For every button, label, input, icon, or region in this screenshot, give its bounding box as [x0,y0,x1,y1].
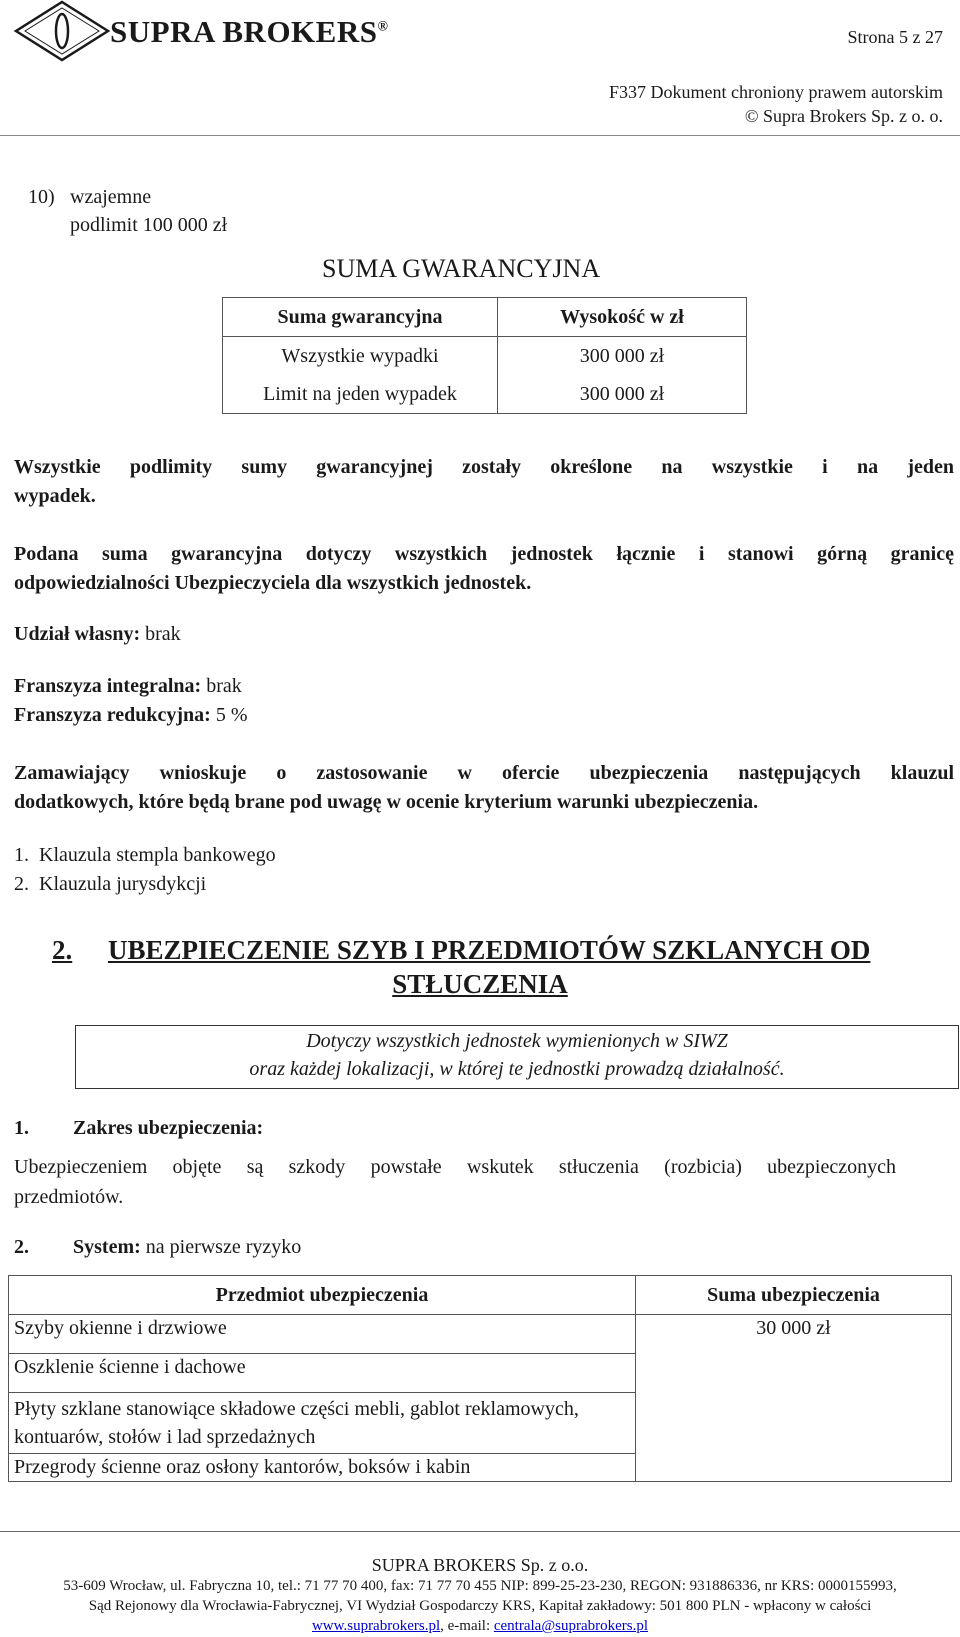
email-label: , e-mail: [440,1618,494,1634]
scope-text-line-1: Ubezpieczeniem objęte są szkody powstałe wskutek stłuczenia (rozbicia) ubezpieczonych [14,1156,896,1178]
item-10-sublimit: podlimit 100 000 zł [70,214,228,236]
glass-insurance-table [8,1275,952,1482]
footer-registry: Sąd Rejonowy dla Wrocławia-Fabrycznej, VI Wydział Gospodarczy KRS, Kapitał zakładowy: 501 800 PLN - wpłacony w całości [88,1598,872,1614]
table-cell: Limit na jeden wypadek [223,375,498,414]
sum-note-line-1: Podana suma gwarancyjna dotyczy wszystkich jednostek łącznie i stanowi górną granicę [14,543,954,565]
table-header-cell: Suma ubezpieczenia [636,1276,952,1315]
registered-mark: ® [377,19,389,35]
scope-note-box [75,1025,959,1089]
sum-table-title: SUMA GWARANCYJNA [322,254,601,283]
sublimits-note-line-1: Wszystkie podlimity sumy gwarancyjnej zostały określone na wszystkie i na jeden [14,456,954,478]
table-header-cell: Suma gwarancyjna [223,298,498,337]
system-number: 2. [14,1236,29,1258]
franchise-reduction-value: 5 % [210,704,248,726]
table-cell: Przegrody ścienne oraz osłony kantorów, boksów i kabin [9,1454,636,1482]
own-share-label: Udział własny: [14,623,141,645]
footer-divider [0,1531,960,1532]
clauses-note-line-1: Zamawiający wnioskuje o zastosowanie w ofercie ubezpieczenia następujących klauzul [14,762,954,784]
item-10-label: wzajemne [70,186,152,208]
scope-heading: Zakres ubezpieczenia: [73,1117,264,1139]
sum-note-line-2: odpowiedzialności Ubezpieczyciela dla wszystkich jednostek. [14,572,532,594]
sublimits-note-line-2: wypadek. [14,485,96,507]
table-cell: Wszystkie wypadki [223,337,498,376]
own-share-value: brak [140,623,181,645]
table-header-cell: Wysokość w zł [498,298,747,337]
table-header-row [223,298,747,337]
section-2-number: 2. [52,935,73,965]
copyright-line-2: © Supra Brokers Sp. z o. o. [744,106,943,126]
sum-table [222,297,747,414]
table-row [223,337,747,376]
clause-item-1: 1. Klauzula stempla bankowego [14,844,276,866]
copyright-line-1: F337 Dokument chroniony prawem autorskim [609,82,943,102]
clause-item-2: 2. Klauzula jurysdykcji [14,873,207,895]
brand-text: SUPRA BROKERS [110,14,378,49]
franchise-reduction [14,701,248,729]
footer-contact [0,1618,960,1635]
system-label: System: [73,1236,141,1258]
section-2-title-line-2: STŁUCZENIA [392,969,568,999]
franchise-integral-value: brak [201,675,242,697]
table-cell: 300 000 zł [498,375,747,414]
header-divider [0,135,960,136]
scope-note-line-1: Dotyczy wszystkich jednostek wymienionych w SIWZ [306,1030,728,1052]
item-10-number: 10) [28,186,55,208]
table-row [9,1315,952,1354]
franchise-integral-label: Franszyza integralna: [14,675,202,697]
own-share [14,620,181,648]
section-2-title-line-1: UBEZPIECZENIE SZYB I PRZEDMIOTÓW SZKLANYCH OD [108,935,871,965]
table-cell: Płyty szklane stanowiące składowe części mebli, gablot reklamowych, kontuarów, stołów i lad sprzedażnych [9,1393,636,1454]
footer-company: SUPRA BROKERS Sp. z o.o. [371,1555,589,1575]
franchise-integral [14,672,242,700]
scope-number: 1. [14,1117,29,1139]
table-cell: Oszklenie ścienne i dachowe [9,1354,636,1393]
logo-emblem-icon [12,0,112,64]
scope-note-line-2: oraz każdej lokalizacji, w której te jednostki prowadzą działalność. [249,1058,785,1080]
email-link[interactable]: centrala@suprabrokers.pl [493,1618,649,1634]
table-cell: Szyby okienne i drzwiowe [9,1315,636,1354]
sum-insured-cell: 30 000 zł [636,1315,952,1482]
company-logo [12,0,112,64]
system-value: na pierwsze ryzyko [140,1236,302,1258]
table-header-cell: Przedmiot ubezpieczenia [9,1276,636,1315]
franchise-reduction-label: Franszyza redukcyjna: [14,704,211,726]
brand-name [110,14,388,50]
table-cell: 300 000 zł [498,337,747,376]
website-link[interactable]: www.suprabrokers.pl [311,1618,441,1634]
page-number: Strona 5 z 27 [847,27,943,47]
table-header-row [9,1276,952,1315]
clauses-note-line-2: dodatkowych, które będą brane pod uwagę w ocenie kryterium warunki ubezpieczenia. [14,791,759,813]
footer-address: 53-609 Wrocław, ul. Fabryczna 10, tel.: 71 77 70 400, fax: 71 77 70 455 NIP: 899-25-23-230, REGON: 931886336, nr KRS: 0000155993, [63,1578,897,1594]
system-line [73,1233,301,1261]
scope-text-line-2: przedmiotów. [14,1186,124,1208]
table-row [223,375,747,414]
